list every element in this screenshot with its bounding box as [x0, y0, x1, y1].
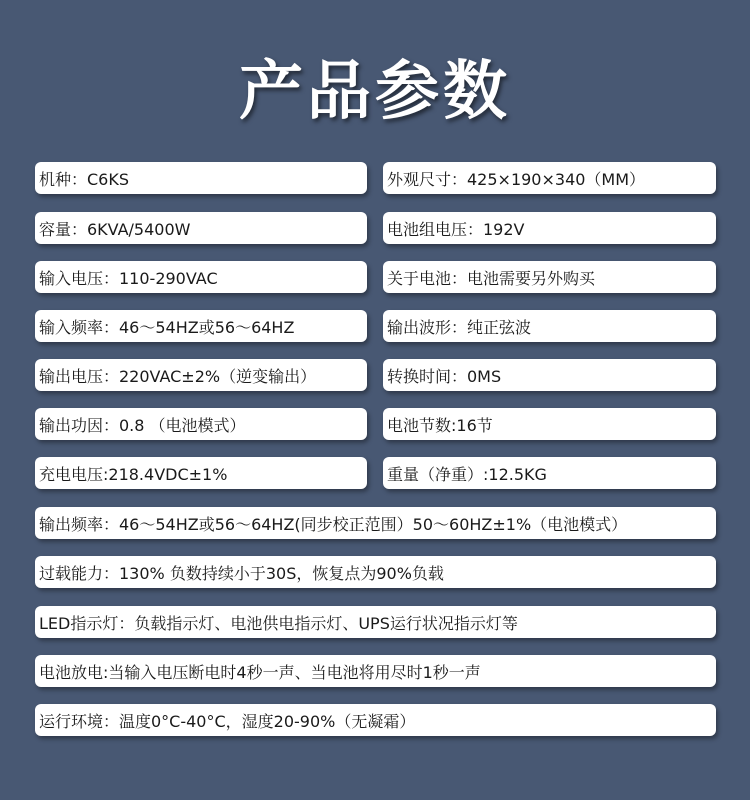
spec-battery-discharge: 电池放电:当输入电压断电时4秒一声、当电池将用尽时1秒一声: [35, 655, 716, 687]
spec-battery-count: 电池节数:16节: [383, 408, 716, 440]
spec-led-indicator: LED指示灯：负载指示灯、电池供电指示灯、UPS运行状况指示灯等: [35, 606, 716, 638]
spec-dimensions: 外观尺寸：425×190×340（MM）: [383, 162, 716, 194]
spec-input-voltage: 输入电压：110-290VAC: [35, 261, 367, 293]
spec-charge-voltage: 充电电压:218.4VDC±1%: [35, 457, 367, 489]
spec-capacity: 容量：6KVA/5400W: [35, 212, 367, 244]
spec-environment: 运行环境：温度0°C-40°C，湿度20-90%（无凝霜）: [35, 704, 716, 736]
spec-transfer-time: 转换时间：0MS: [383, 359, 716, 391]
spec-overload: 过载能力：130% 负数持续小于30S，恢复点为90%负载: [35, 556, 716, 588]
spec-model: 机种：C6KS: [35, 162, 367, 194]
spec-output-frequency: 输出频率：46～54HZ或56～64HZ(同步校正范围）50～60HZ±1%（电池模式）: [35, 507, 716, 539]
spec-about-battery: 关于电池：电池需要另外购买: [383, 261, 716, 293]
spec-input-frequency: 输入频率：46～54HZ或56～64HZ: [35, 310, 367, 342]
spec-weight: 重量（净重）:12.5KG: [383, 457, 716, 489]
spec-output-voltage: 输出电压：220VAC±2%（逆变输出）: [35, 359, 367, 391]
spec-battery-voltage: 电池组电压：192V: [383, 212, 716, 244]
page-title: 产品参数: [239, 55, 511, 129]
spec-power-factor: 输出功因：0.8 （电池模式）: [35, 408, 367, 440]
spec-output-waveform: 输出波形：纯正弦波: [383, 310, 716, 342]
